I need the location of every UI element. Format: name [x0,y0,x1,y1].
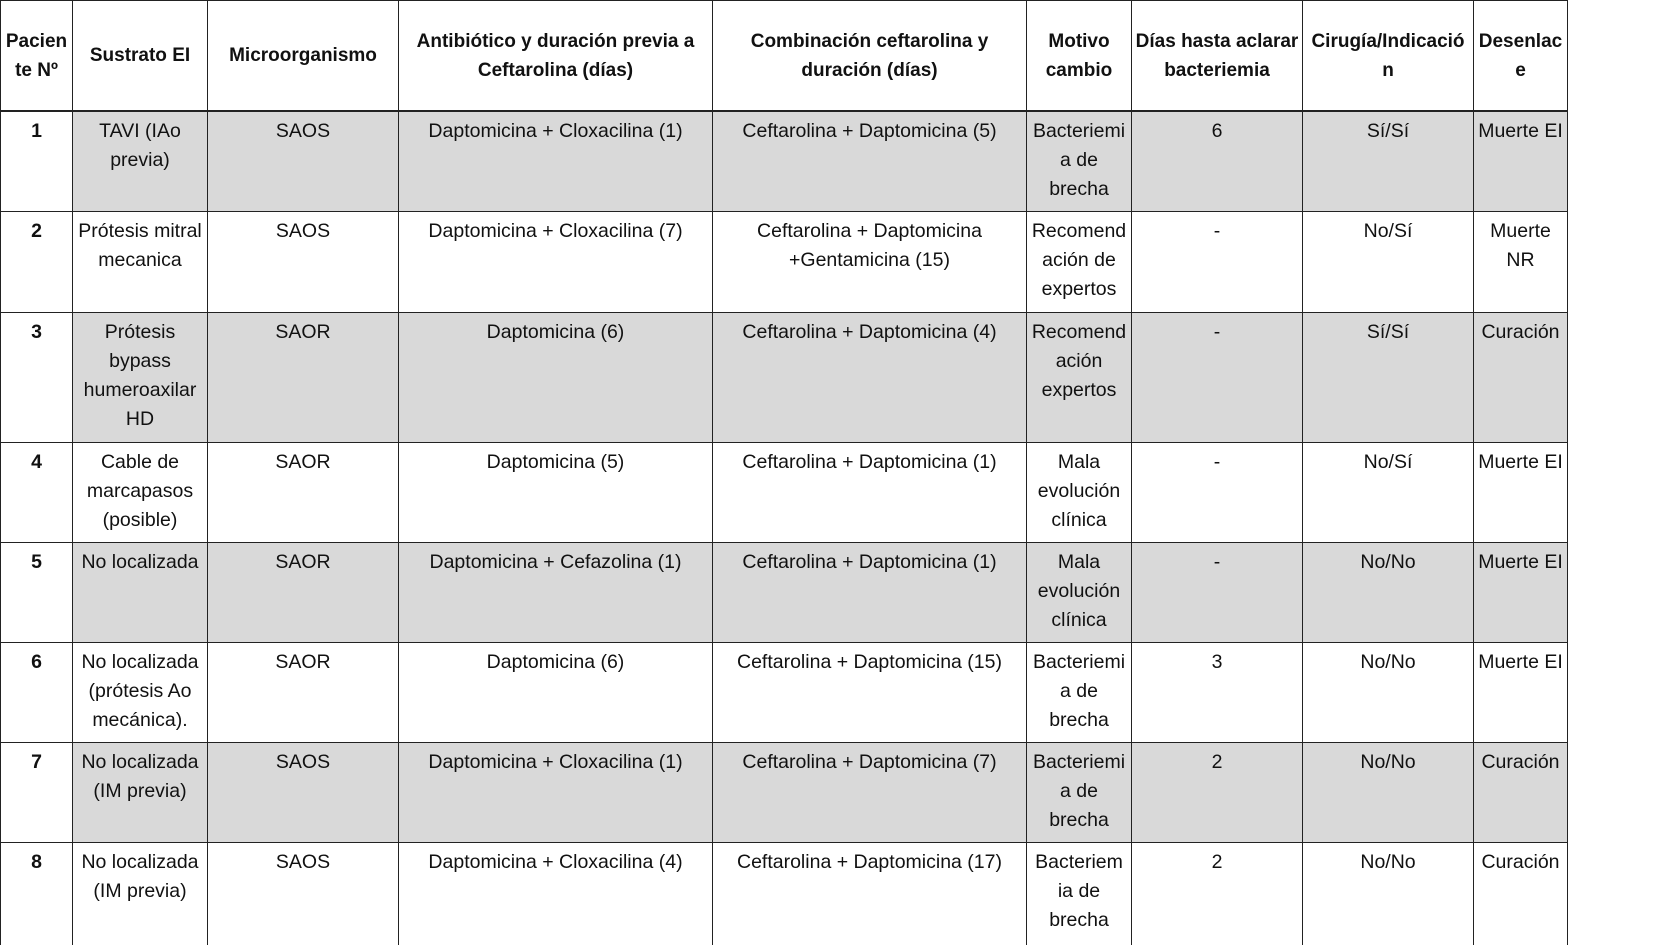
cell-patient: 2 [1,212,73,313]
cell-prior-antibiotic: Daptomicina + Cefazolina (1) [399,543,713,643]
header-combination: Combinación ceftarolina y duración (días) [713,1,1027,112]
table-row [1,111,1667,212]
cell-substrate: No localizada [73,543,208,643]
header-outcome: Desenlac e [1474,1,1568,112]
cell-patient: 1 [1,111,73,212]
cell-reason: Mala evolución clínica [1027,443,1132,543]
cell-combination: Ceftarolina + Daptomicina (1) [713,543,1027,643]
cell-combination: Ceftarolina + Daptomicina (1) [713,443,1027,543]
cell-surgery: No/No [1303,843,1474,945]
header-patient: Pacien te Nº [1,1,73,112]
cell-surgery: No/No [1303,643,1474,743]
cell-outcome: Muerte EI [1474,543,1568,643]
header-surgery: Cirugía/Indicació n [1303,1,1474,112]
cell-reason: Bacteriemi a de brecha [1027,643,1132,743]
table-row [1,543,1667,643]
cell-days-clear: 3 [1132,643,1303,743]
cell-organism: SAOS [208,111,399,212]
cell-prior-antibiotic: Daptomicina + Cloxacilina (1) [399,743,713,843]
cell-organism: SAOR [208,543,399,643]
cell-organism: SAOR [208,443,399,543]
header-days-clear: Días hasta aclarar bacteriemia [1132,1,1303,112]
cell-substrate: No localizada (IM previa) [73,843,208,945]
cell-substrate: No localizada (prótesis Ao mecánica). [73,643,208,743]
cell-prior-antibiotic: Daptomicina + Cloxacilina (4) [399,843,713,945]
cell-blank [1568,111,1667,212]
table-row [1,643,1667,743]
cell-substrate: No localizada (IM previa) [73,743,208,843]
cell-organism: SAOS [208,743,399,843]
header-substrate: Sustrato EI [73,1,208,112]
cell-organism: SAOR [208,643,399,743]
table-row [1,212,1667,313]
cell-days-clear: - [1132,313,1303,443]
cell-blank [1568,843,1667,945]
cell-outcome: Muerte EI [1474,111,1568,212]
cell-substrate: Prótesis bypass humeroaxilar HD [73,313,208,443]
cell-days-clear: 2 [1132,743,1303,843]
cell-days-clear: 2 [1132,843,1303,945]
cell-surgery: Sí/Sí [1303,111,1474,212]
cell-days-clear: - [1132,443,1303,543]
cell-organism: SAOS [208,843,399,945]
cell-patient: 6 [1,643,73,743]
table-row [1,443,1667,543]
cell-surgery: No/Sí [1303,443,1474,543]
cell-patient: 3 [1,313,73,443]
cell-patient: 5 [1,543,73,643]
cell-combination: Ceftarolina + Daptomicina (15) [713,643,1027,743]
cell-surgery: No/No [1303,743,1474,843]
cell-blank [1568,743,1667,843]
cell-combination: Ceftarolina + Daptomicina (7) [713,743,1027,843]
cell-surgery: No/No [1303,543,1474,643]
cell-blank [1568,543,1667,643]
cell-prior-antibiotic: Daptomicina + Cloxacilina (1) [399,111,713,212]
cell-surgery: No/Sí [1303,212,1474,313]
header-row [1,1,1667,112]
header-reason: Motivo cambio [1027,1,1132,112]
cell-days-clear: 6 [1132,111,1303,212]
cell-prior-antibiotic: Daptomicina (6) [399,313,713,443]
cell-reason: Bacteriemi a de brecha [1027,743,1132,843]
cell-substrate: TAVI (IAo previa) [73,111,208,212]
cell-days-clear: - [1132,543,1303,643]
table-row [1,743,1667,843]
cell-combination: Ceftarolina + Daptomicina (17) [713,843,1027,945]
cell-patient: 8 [1,843,73,945]
cell-outcome: Muerte EI [1474,643,1568,743]
cell-reason: Recomend ación expertos [1027,313,1132,443]
header-organism: Microorganismo [208,1,399,112]
cell-patient: 4 [1,443,73,543]
cell-combination: Ceftarolina + Daptomicina (5) [713,111,1027,212]
cell-prior-antibiotic: Daptomicina (5) [399,443,713,543]
cell-substrate: Cable de marcapasos (posible) [73,443,208,543]
cell-prior-antibiotic: Daptomicina (6) [399,643,713,743]
cell-outcome: Muerte NR [1474,212,1568,313]
cell-organism: SAOR [208,313,399,443]
cell-blank [1568,643,1667,743]
cell-reason: Recomend ación de expertos [1027,212,1132,313]
cell-surgery: Sí/Sí [1303,313,1474,443]
header-blank [1568,1,1667,112]
cell-combination: Ceftarolina + Daptomicina +Gentamicina (15) [713,212,1027,313]
cell-patient: 7 [1,743,73,843]
cell-reason: Bacteriemi a de brecha [1027,111,1132,212]
cell-days-clear: - [1132,212,1303,313]
cell-prior-antibiotic: Daptomicina + Cloxacilina (7) [399,212,713,313]
cell-blank [1568,313,1667,443]
cell-outcome: Curación [1474,743,1568,843]
cell-reason: Bacteriem ia de brecha [1027,843,1132,945]
cell-blank [1568,443,1667,543]
cell-outcome: Curación [1474,313,1568,443]
table-row [1,843,1667,945]
cell-outcome: Curación [1474,843,1568,945]
cell-substrate: Prótesis mitral mecanica [73,212,208,313]
cell-reason: Mala evolución clínica [1027,543,1132,643]
cell-combination: Ceftarolina + Daptomicina (4) [713,313,1027,443]
cell-organism: SAOS [208,212,399,313]
table-row [1,313,1667,443]
cell-outcome: Muerte EI [1474,443,1568,543]
cell-blank [1568,212,1667,313]
header-prior-antibiotic: Antibiótico y duración previa a Ceftarolina (días) [399,1,713,112]
